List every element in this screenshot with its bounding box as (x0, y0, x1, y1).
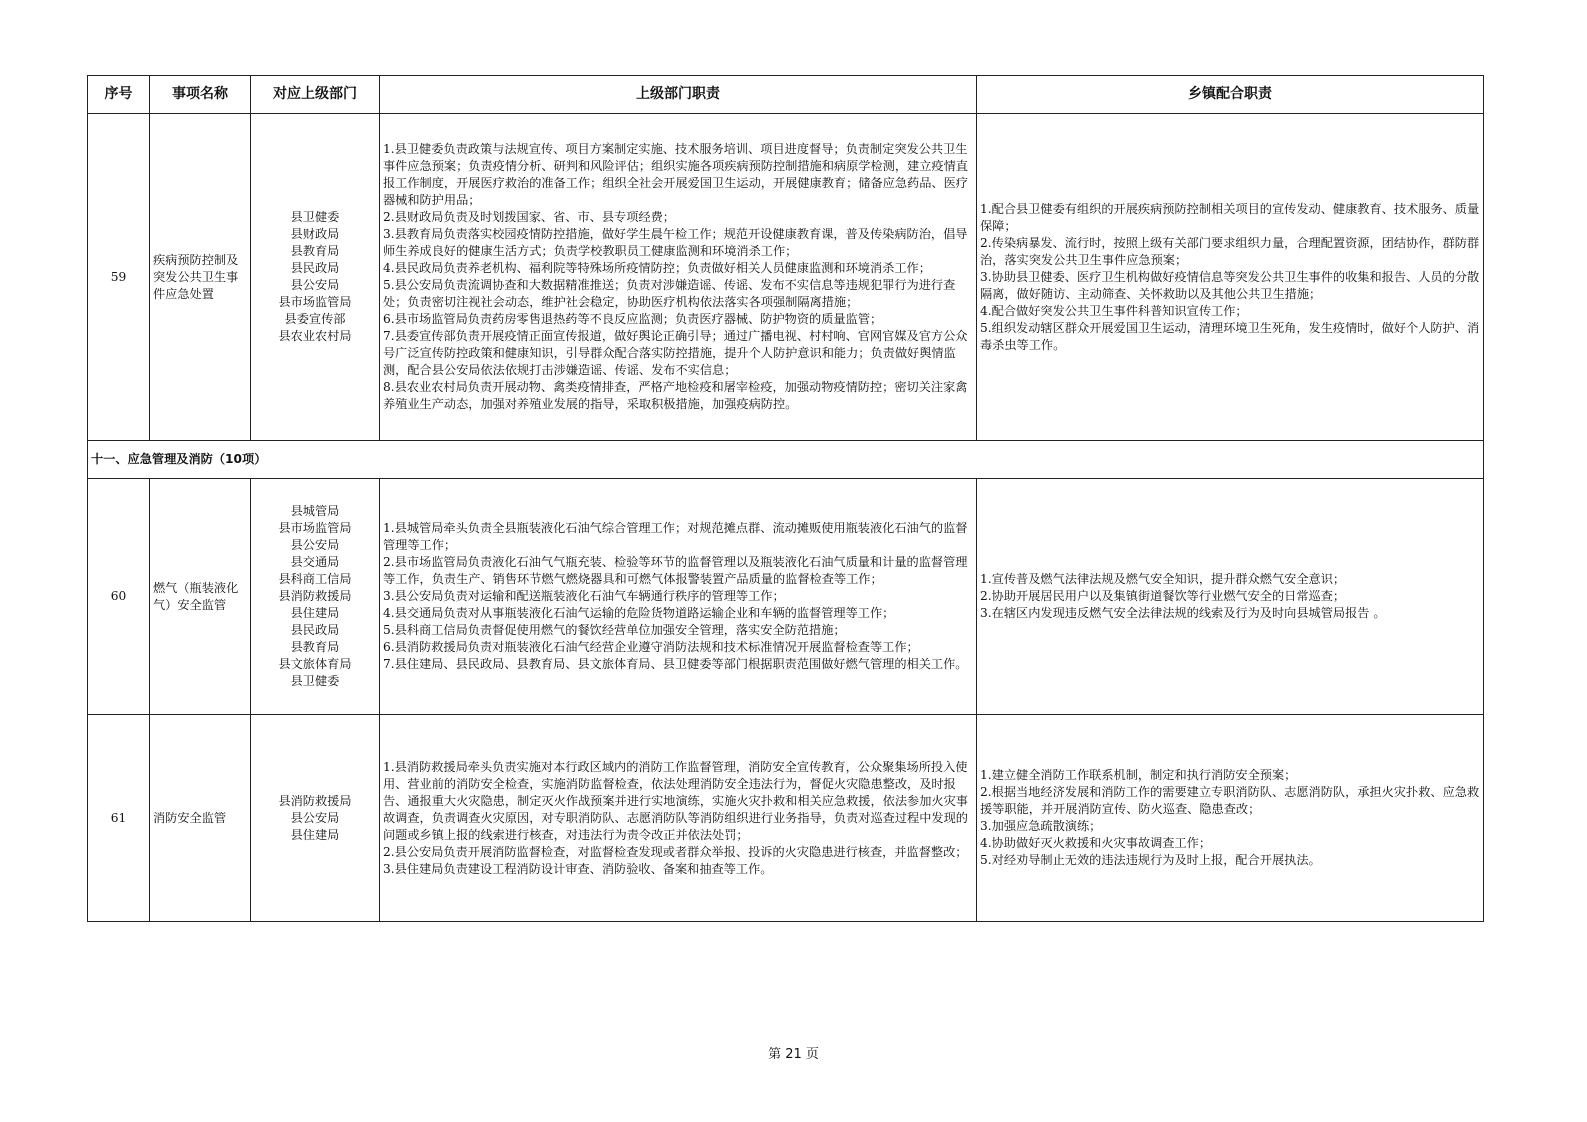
row-town-duty: 1.宣传普及燃气法律法规及燃气安全知识，提升群众燃气安全意识； 2.协助开展居民用户以及集镇街道餐饮等行业燃气安全的日常巡查； 3.在辖区内发现违反燃气安全法律法规的线索及行为及时向县城管局报告 。 (977, 479, 1484, 715)
page-number: 第 21 页 (768, 1047, 819, 1062)
header-item-name: 事项名称 (150, 76, 251, 114)
header-upper-duty: 上级部门职责 (380, 76, 977, 114)
table-row (88, 114, 1484, 441)
section-title: 十一、应急管理及消防（10项） (88, 441, 1484, 479)
row-town-duty: 1.建立健全消防工作联系机制，制定和执行消防安全预案； 2.根据当地经济发展和消防工作的需要建立专职消防队、志愿消防队，承担火灾扑救、应急救援等职能，并开展消防宣传、防火巡查、隐患查改； 3.加强应急疏散演练； 4.协助做好灭火救援和火灾事故调查工作； 5.对经劝导制止无效的违法违规行为及时上报，配合开展执法。 (977, 715, 1484, 922)
row-depts: 县消防救援局 县公安局 县住建局 (251, 715, 380, 922)
row-seq: 59 (88, 114, 150, 441)
row-item-name: 消防安全监管 (150, 715, 251, 922)
section-row (88, 441, 1484, 479)
duty-table (87, 75, 1484, 922)
row-upper-duty: 1.县消防救援局牵头负责实施对本行政区域内的消防工作监督管理，消防安全宣传教育，公众聚集场所投入使用、营业前的消防安全检查，实施消防监督检查，依法处理消防安全违法行为，督促火灾隐患整改，及时报告、通报重大火灾隐患，制定灭火作战预案并进行实地演练，实施火灾扑救和相关应急救援，依法参加火灾事故调查，负责调查火灾原因，对专职消防队、志愿消防队等消防组织进行业务指导，负责对巡查过程中发现的问题或乡镇上报的线索进行核查，对违法行为责令改正并依法处罚； 2.县公安局负责开展消防监督检查，对监督检查发现或者群众举报、投诉的火灾隐患进行核查，并监督整改； 3.县住建局负责建设工程消防设计审查、消防验收、备案和抽查等工作。 (380, 715, 977, 922)
table-header-row (88, 76, 1484, 114)
row-town-duty: 1.配合县卫健委有组织的开展疾病预防控制相关项目的宣传发动、健康教育、技术服务、质量保障； 2.传染病暴发、流行时，按照上级有关部门要求组织力量，合理配置资源，团结协作，群防群治，落实突发公共卫生事件应急预案； 3.协助县卫健委、医疗卫生机构做好疫情信息等突发公共卫生事件的收集和报告、人员的分散隔离，做好随访、主动筛查、关怀救助以及其他公共卫生措施； 4.配合做好突发公共卫生事件科普知识宣传工作； 5.组织发动辖区群众开展爱国卫生运动，清理环境卫生死角，发生疫情时，做好个人防护、消毒杀虫等工作。 (977, 114, 1484, 441)
row-item-name: 疾病预防控制及突发公共卫生事件应急处置 (150, 114, 251, 441)
table-row (88, 715, 1484, 922)
row-depts: 县城管局 县市场监管局 县公安局 县交通局 县科商工信局 县消防救援局 县住建局 县民政局 县教育局 县文旅体育局 县卫健委 (251, 479, 380, 715)
row-seq: 60 (88, 479, 150, 715)
header-dept: 对应上级部门 (251, 76, 380, 114)
row-seq: 61 (88, 715, 150, 922)
table-row (88, 479, 1484, 715)
row-upper-duty: 1.县城管局牵头负责全县瓶装液化石油气综合管理工作；对规范摊点群、流动摊贩使用瓶装液化石油气的监督管理等工作； 2.县市场监管局负责液化石油气气瓶充装、检验等环节的监督管理以及瓶装液化石油气质量和计量的监督管理等工作，负责生产、销售环节燃气燃烧器具和可燃气体报警装置产品质量的监督检查等工作； 3.县公安局负责对运输和配送瓶装液化石油气车辆通行秩序的管理等工作； 4.县交通局负责对从事瓶装液化石油气运输的危险货物道路运输企业和车辆的监督管理等工作； 5.县科商工信局负责督促使用燃气的餐饮经营单位加强安全管理，落实安全防范措施； 6.县消防救援局负责对瓶装液化石油气经营企业遵守消防法规和技术标准情况开展监督检查等工作； 7.县住建局、县民政局、县教育局、县文旅体育局、县卫健委等部门根据职责范围做好燃气管理的相关工作。 (380, 479, 977, 715)
header-seq: 序号 (88, 76, 150, 114)
row-item-name: 燃气（瓶装液化气）安全监管 (150, 479, 251, 715)
row-depts: 县卫健委 县财政局 县教育局 县民政局 县公安局 县市场监管局 县委宣传部 县农业农村局 (251, 114, 380, 441)
header-town-duty: 乡镇配合职责 (977, 76, 1484, 114)
row-upper-duty: 1.县卫健委负责政策与法规宣传、项目方案制定实施、技术服务培训、项目进度督导；负责制定突发公共卫生事件应急预案；负责疫情分析、研判和风险评估；组织实施各项疾病预防控制措施和病原学检测，建立疫情直报工作制度，开展医疗救治的准备工作；组织全社会开展爱国卫生运动，开展健康教育；储备应急药品、医疗器械和防护用品； 2.县财政局负责及时划拨国家、省、市、县专项经费； 3.县教育局负责落实校园疫情防控措施，做好学生晨午检工作；规范开设健康教育课，普及传染病防治，倡导师生养成良好的健康生活方式；负责学校教职员工健康监测和环境消杀工作； 4.县民政局负责养老机构、福利院等特殊场所疫情防控；负责做好相关人员健康监测和环境消杀工作； 5.县公安局负责流调协查和大数据精准推送；负责对涉嫌造谣、传谣、发布不实信息等违规犯罪行为进行查处；负责密切注视社会动态，维护社会稳定，协助医疗机构依法落实各项强制隔离措施； 6.县市场监管局负责药房零售退热药等不良反应监测；负责医疗器械、防护物资的质量监管； 7.县委宣传部负责开展疫情正面宣传报道，做好舆论正确引导；通过广播电视、村村响、官网官媒及官方公众号广泛宣传防控政策和健康知识，引导群众配合落实防控措施，提升个人防护意识和能力；负责做好舆情监测，配合县公安局依法依规打击涉嫌造谣、传谣、发布不实信息； 8.县农业农村局负责开展动物、禽类疫情排查，严格产地检疫和屠宰检疫，加强动物疫情防控；密切关注家禽养殖业生产动态，加强对养殖业发展的指导，采取积极措施，加强疫病防控。 (380, 114, 977, 441)
